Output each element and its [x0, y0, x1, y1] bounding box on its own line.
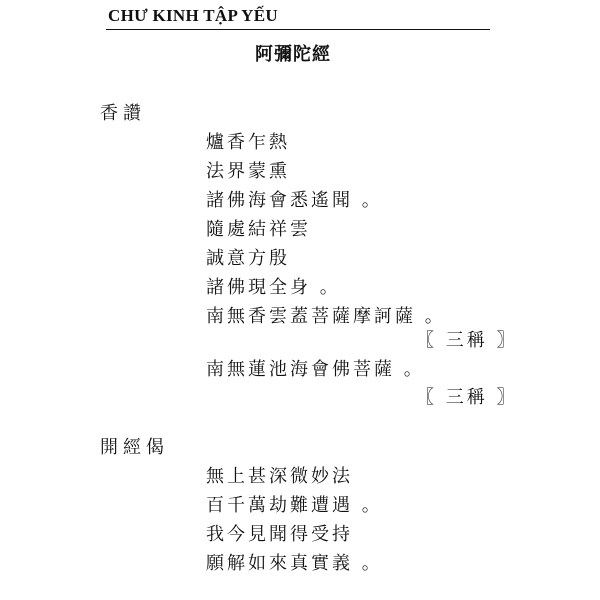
- header-rule: [106, 29, 490, 30]
- verse-line: 法界蒙熏: [206, 161, 290, 182]
- verse-line: 願解如來真實義 。: [206, 553, 383, 574]
- section-title-incense-praise: 香讚: [100, 103, 146, 124]
- repeat-three-times-note: 〖 三稱 〗: [416, 330, 518, 351]
- page-title: 阿彌陀經: [255, 44, 331, 65]
- book-header: CHƯ KINH TẬP YẾU: [108, 6, 278, 25]
- verse-line: 我今見聞得受持: [206, 524, 353, 545]
- verse-line: 諸佛現全身 。: [206, 277, 341, 298]
- verse-line: 隨處結祥雲: [206, 219, 311, 240]
- verse-line: 南無香雲蓋菩薩摩訶薩 。: [206, 306, 446, 327]
- verse-line: 爐香乍熱: [206, 132, 290, 153]
- repeat-three-times-note: 〖 三稱 〗: [416, 387, 518, 408]
- verse-line: 無上甚深微妙法: [206, 466, 353, 487]
- verse-line: 諸佛海會悉遙聞 。: [206, 190, 383, 211]
- verse-line: 誠意方殷: [206, 248, 290, 269]
- verse-line: 南無蓮池海會佛菩薩 。: [206, 359, 425, 380]
- section-title-opening-verse: 開經偈: [100, 437, 169, 458]
- verse-line: 百千萬劫難遭遇 。: [206, 495, 383, 516]
